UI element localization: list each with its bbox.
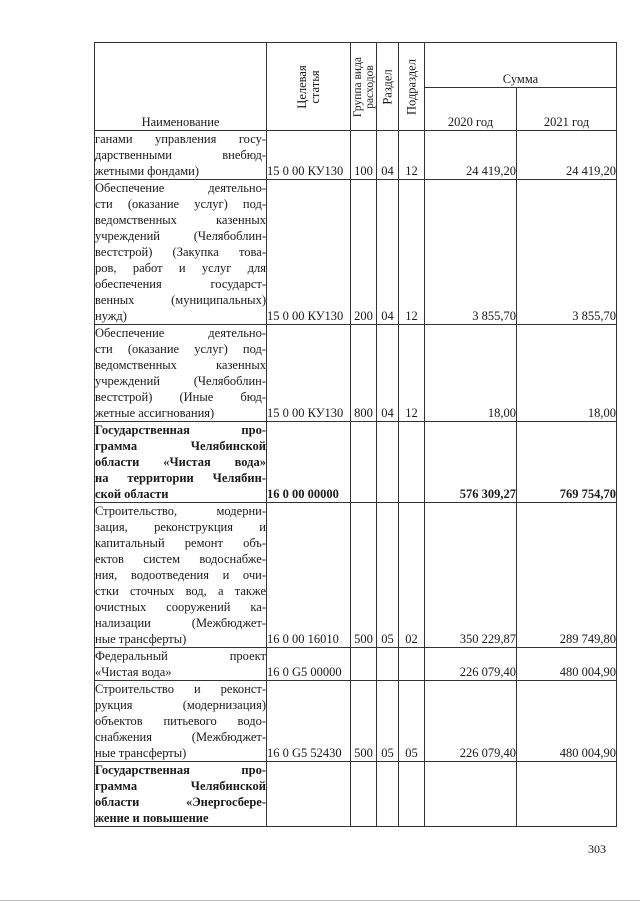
table-row	[95, 180, 617, 325]
row-sum-2021: 480 004,90	[517, 648, 617, 681]
row-subsection: 02	[399, 503, 425, 648]
row-expense-group: 100	[351, 131, 377, 180]
row-name-line: вестстрой) (Закупка това-	[95, 245, 266, 259]
header-expense-group-text: Группа вида расходов	[351, 56, 376, 117]
row-sum-2021: 18,00	[517, 325, 617, 422]
row-name-line: объектов питьевого водо-	[95, 714, 266, 728]
row-subsection	[399, 762, 425, 827]
header-sum: Сумма	[425, 43, 617, 88]
row-name-line: дарственными внебюд-	[95, 148, 266, 162]
header-section	[377, 43, 399, 131]
row-name-line: ные трансферты)	[95, 746, 187, 760]
row-expense-group: 500	[351, 503, 377, 648]
row-expense-group	[351, 648, 377, 681]
row-section: 04	[377, 131, 399, 180]
row-name-line: Обеспечение деятельно-	[95, 326, 266, 340]
row-name-line: очистных сооружений ка-	[95, 600, 266, 614]
row-target-article: 16 0 G5 00000	[267, 648, 351, 681]
row-subsection: 12	[399, 325, 425, 422]
header-year-2020: 2020 год	[425, 88, 517, 131]
row-name-line: Федеральный проект	[95, 649, 266, 663]
table-row	[95, 325, 617, 422]
row-sum-2021: 289 749,80	[517, 503, 617, 648]
row-name	[95, 180, 267, 325]
row-name-line: капитальный ремонт объ-	[95, 536, 266, 550]
row-name-line: ния, водоотведения и очи-	[95, 568, 266, 582]
row-name-line: грамма Челябинской	[95, 439, 266, 453]
header-expense-group	[351, 43, 377, 131]
row-sum-2020: 3 855,70	[425, 180, 517, 325]
row-sum-2020: 350 229,87	[425, 503, 517, 648]
row-name-line: жение и повышение	[95, 811, 209, 825]
row-name	[95, 422, 267, 503]
row-section: 05	[377, 681, 399, 762]
row-subsection	[399, 422, 425, 503]
row-section: 05	[377, 503, 399, 648]
row-name-line: области «Чистая вода»	[95, 455, 266, 469]
row-expense-group: 500	[351, 681, 377, 762]
header-name: Наименование	[95, 43, 267, 131]
table-row	[95, 762, 617, 827]
row-sum-2020: 226 079,40	[425, 681, 517, 762]
row-sum-2021: 769 754,70	[517, 422, 617, 503]
row-name-line: обеспечения государст-	[95, 277, 266, 291]
row-name-line: грамма Челябинской	[95, 779, 266, 793]
row-name-line: ведомственных казенных	[95, 213, 266, 227]
header-target-article-text: Целевая статья	[294, 64, 322, 109]
row-section	[377, 762, 399, 827]
row-subsection: 12	[399, 131, 425, 180]
row-name-line: нализации (Межбюджет-	[95, 616, 266, 630]
table-row	[95, 503, 617, 648]
row-subsection: 12	[399, 180, 425, 325]
row-name	[95, 762, 267, 827]
row-name-line: Строительство, модерни-	[95, 504, 266, 518]
row-name-line: учреждений (Челябоблин-	[95, 229, 266, 243]
row-sum-2020: 24 419,20	[425, 131, 517, 180]
row-name-line: ведомственных казенных	[95, 358, 266, 372]
row-name-line: зация, реконструкция и	[95, 520, 266, 534]
header-target-article	[267, 43, 351, 131]
row-subsection: 05	[399, 681, 425, 762]
row-sum-2021: 480 004,90	[517, 681, 617, 762]
row-name-line: вестстрой) (Иные бюд-	[95, 390, 266, 404]
row-target-article: 16 0 G5 52430	[267, 681, 351, 762]
row-section: 04	[377, 325, 399, 422]
row-name-line: Обеспечение деятельно-	[95, 181, 266, 195]
row-name-line: сти (оказание услуг) под-	[95, 197, 266, 211]
row-name-line: «Чистая вода»	[95, 665, 172, 679]
row-expense-group: 200	[351, 180, 377, 325]
header-subsection-text: Подраздел	[404, 58, 418, 115]
row-section: 04	[377, 180, 399, 325]
row-sum-2021: 24 419,20	[517, 131, 617, 180]
row-name	[95, 325, 267, 422]
row-section	[377, 648, 399, 681]
row-name-line: снабжения (Межбюджет-	[95, 730, 266, 744]
row-sum-2020: 576 309,27	[425, 422, 517, 503]
header-year-2021: 2021 год	[517, 88, 617, 131]
row-name-line: Государственная про-	[95, 763, 266, 777]
row-name-line: жетными фондами)	[95, 164, 200, 178]
row-name-line: жетные ассигнования)	[95, 406, 215, 420]
header-section-text: Раздел	[380, 68, 394, 105]
row-sum-2021: 3 855,70	[517, 180, 617, 325]
row-name	[95, 503, 267, 648]
row-name-line: нужд)	[95, 309, 127, 323]
row-expense-group	[351, 762, 377, 827]
row-target-article: 16 0 00 16010	[267, 503, 351, 648]
row-name-line: сти (оказание услуг) под-	[95, 342, 266, 356]
row-name	[95, 648, 267, 681]
row-name-line: учреждений (Челябоблин-	[95, 374, 266, 388]
row-target-article: 15 0 00 КУ130	[267, 325, 351, 422]
row-expense-group	[351, 422, 377, 503]
row-name-line: ганами управления госу-	[95, 132, 266, 146]
row-name-line: области «Энергосбере-	[95, 795, 266, 809]
row-target-article	[267, 762, 351, 827]
row-expense-group: 800	[351, 325, 377, 422]
table-row	[95, 422, 617, 503]
row-name-line: ектов систем водоснабже-	[95, 552, 266, 566]
row-target-article: 16 0 00 00000	[267, 422, 351, 503]
row-name	[95, 131, 267, 180]
row-section	[377, 422, 399, 503]
page-number: 303	[588, 842, 606, 856]
row-subsection	[399, 648, 425, 681]
row-target-article: 15 0 00 КУ130	[267, 180, 351, 325]
row-sum-2020	[425, 762, 517, 827]
page-bottom-rule	[0, 900, 640, 901]
row-sum-2020: 226 079,40	[425, 648, 517, 681]
header-subsection	[399, 43, 425, 131]
row-sum-2021	[517, 762, 617, 827]
row-name-line: Строительство и реконст-	[95, 682, 266, 696]
table-row	[95, 681, 617, 762]
table-body	[95, 131, 617, 827]
row-name-line: ные трансферты)	[95, 632, 187, 646]
row-name-line: стки сточных вод, а также	[95, 584, 266, 598]
budget-table	[94, 42, 617, 827]
row-target-article: 15 0 00 КУ130	[267, 131, 351, 180]
row-name-line: ров, работ и услуг для	[95, 261, 266, 275]
row-name-line: на территории Челябин-	[95, 471, 266, 485]
row-name-line: ской области	[95, 487, 169, 501]
row-name-line: рукция (модернизация)	[95, 698, 266, 712]
row-name-line: Государственная про-	[95, 423, 266, 437]
row-sum-2020: 18,00	[425, 325, 517, 422]
table-row	[95, 131, 617, 180]
row-name	[95, 681, 267, 762]
table-row	[95, 648, 617, 681]
row-name-line: венных (муниципальных)	[95, 293, 266, 307]
